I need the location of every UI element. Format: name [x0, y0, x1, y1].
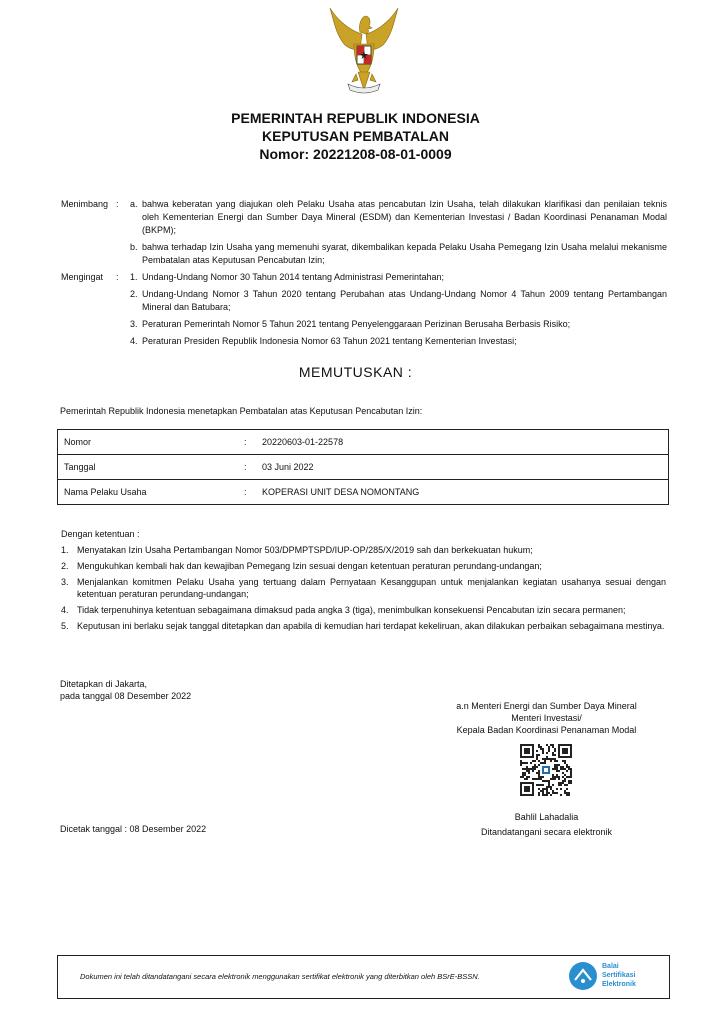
- menimbang-label: Menimbang: [61, 199, 109, 209]
- signer-name: Bahlil Lahadalia: [514, 812, 579, 822]
- signatory-line-1: a.n Menteri Energi dan Sumber Daya Mineral: [456, 701, 637, 711]
- signer-note: Ditandatangani secara elektronik: [480, 827, 613, 837]
- garuda-emblem-icon: [318, 4, 410, 96]
- table-key: Nama Pelaku Usaha: [58, 480, 241, 505]
- signer-block: [440, 810, 653, 840]
- enactment-date: pada tanggal 08 Desember 2022: [60, 691, 192, 701]
- list-text: Undang-Undang Nomor 3 Tahun 2020 tentang Perubahan atas Undang-Undang Nomor 4 Tahun 2009 tentang Pertambangan Mineral dan Batubara;: [142, 289, 667, 312]
- considerations-section: [61, 198, 667, 352]
- signatory-line-2: Menteri Investasi/: [511, 713, 582, 723]
- enactment-place: [60, 678, 191, 702]
- decision-title: MEMUTUSKAN :: [298, 364, 413, 380]
- list-text: Mengukuhkan kembali hak dan kewajiban Pemegang Izin sesuai dengan ketentuan peraturan perundang-undangan;: [77, 561, 542, 571]
- list-text: Menyatakan Izin Usaha Pertambangan Nomor 503/DPMPTSPD/IUP-OP/285/X/2019 sah dan berkekuatan hukum;: [77, 545, 533, 555]
- table-row: [58, 480, 669, 505]
- mengingat-colon: :: [116, 272, 119, 282]
- mengingat-row-2: [61, 288, 667, 314]
- decision-intro: Pemerintah Republik Indonesia menetapkan Pembatalan atas Keputusan Pencabutan Izin:: [60, 406, 423, 416]
- list-number: a.: [130, 199, 138, 209]
- list-item: [61, 620, 666, 632]
- list-number: 4.: [61, 605, 69, 615]
- document-header: [0, 109, 711, 163]
- qr-code-icon: [520, 744, 572, 796]
- printed-date: Dicetak tanggal : 08 Desember 2022: [60, 824, 207, 834]
- list-number: 1.: [130, 272, 138, 282]
- revoked-permit-table: [57, 429, 669, 505]
- table-colon: :: [240, 455, 256, 480]
- list-item: [61, 560, 666, 572]
- mengingat-row-1: [61, 271, 667, 284]
- bsre-line-3: Elektronik: [602, 981, 636, 988]
- mengingat-row-3: [61, 318, 667, 331]
- mengingat-row-4: [61, 335, 667, 348]
- table-row: [58, 430, 669, 455]
- list-item: [61, 576, 666, 600]
- table-value: 20220603-01-22578: [256, 430, 669, 455]
- provisions-section: [61, 528, 666, 636]
- signatory-block: [440, 700, 653, 736]
- list-text: bahwa terhadap Izin Usaha yang memenuhi syarat, dikembalikan kepada Pelaku Usaha Pemegang Izin Usaha melalui mekanisme Pembatalan atas Keputusan Pencabutan Izin;: [142, 242, 667, 265]
- list-item: [61, 544, 666, 556]
- list-text: Tidak terpenuhinya ketentuan sebagaimana dimaksud pada angka 3 (tiga), menimbulkan konsekuensi Pencabutan izin secara permanen;: [77, 605, 626, 615]
- menimbang-row-b: [61, 241, 667, 267]
- signatory-line-3: Kepala Badan Koordinasi Penanaman Modal: [456, 725, 637, 735]
- table-colon: :: [240, 480, 256, 505]
- list-text: Keputusan ini berlaku sejak tanggal ditetapkan dan apabila di kemudian hari terdapat kekeliruan, akan dilakukan perbaikan sebagaimana mestinya.: [77, 621, 665, 631]
- footer-box: [57, 955, 670, 999]
- header-government: PEMERINTAH REPUBLIK INDONESIA: [231, 110, 480, 126]
- menimbang-row-a: [61, 198, 667, 237]
- header-number: Nomor: 20221208-08-01-0009: [259, 146, 452, 162]
- list-text: Peraturan Pemerintah Nomor 5 Tahun 2021 tentang Penyelenggaraan Perizinan Berusaha Berbasis Risiko;: [142, 319, 571, 329]
- list-number: 2.: [61, 561, 69, 571]
- list-text: Peraturan Presiden Republik Indonesia Nomor 63 Tahun 2021 tentang Kementerian Investasi;: [142, 336, 517, 346]
- list-number: 3.: [61, 577, 69, 587]
- table-value: 03 Juni 2022: [256, 455, 669, 480]
- mengingat-label: Mengingat: [61, 272, 104, 282]
- table-row: [58, 455, 669, 480]
- list-number: 3.: [130, 319, 138, 329]
- provisions-heading: Dengan ketentuan :: [61, 529, 140, 539]
- list-number: 5.: [61, 621, 69, 631]
- header-decision-type: KEPUTUSAN PEMBATALAN: [262, 128, 449, 144]
- bsre-logo-text: [602, 962, 636, 989]
- menimbang-colon: :: [116, 199, 119, 209]
- bsre-logo-icon: [568, 961, 598, 991]
- list-text: Undang-Undang Nomor 30 Tahun 2014 tentang Administrasi Pemerintahan;: [142, 272, 445, 282]
- list-item: [61, 604, 666, 616]
- footer-statement: Dokumen ini telah ditandatangani secara elektronik menggunakan sertifikat elektronik yang diterbitkan oleh BSrE-BSSN.: [80, 972, 480, 981]
- list-text: Menjalankan komitmen Pelaku Usaha yang tertuang dalam Pernyataan Kesanggupan untuk menjalankan kegiatan usahanya sesuai dengan ketentuan peraturan perundang-undangan;: [77, 577, 666, 599]
- table-colon: :: [240, 430, 256, 455]
- table-value: KOPERASI UNIT DESA NOMONTANG: [256, 480, 669, 505]
- list-number: 2.: [130, 289, 138, 299]
- list-text: bahwa keberatan yang diajukan oleh Pelaku Usaha atas pencabutan Izin Usaha, telah dilakukan klarifikasi dan penilaian teknis oleh Kementerian Energi dan Sumber Daya Mineral (ESDM) dan Kementerian Investasi / Badan Koordinasi Penanaman Modal (BKPM);: [142, 199, 667, 235]
- list-number: b.: [130, 242, 138, 252]
- table-key: Nomor: [58, 430, 241, 455]
- list-number: 4.: [130, 336, 138, 346]
- bsre-line-2: Sertifikasi: [602, 972, 636, 979]
- table-key: Tanggal: [58, 455, 241, 480]
- enactment-city: Ditetapkan di Jakarta,: [60, 679, 148, 689]
- list-number: 1.: [61, 545, 69, 555]
- bsre-line-1: Balai: [602, 963, 619, 970]
